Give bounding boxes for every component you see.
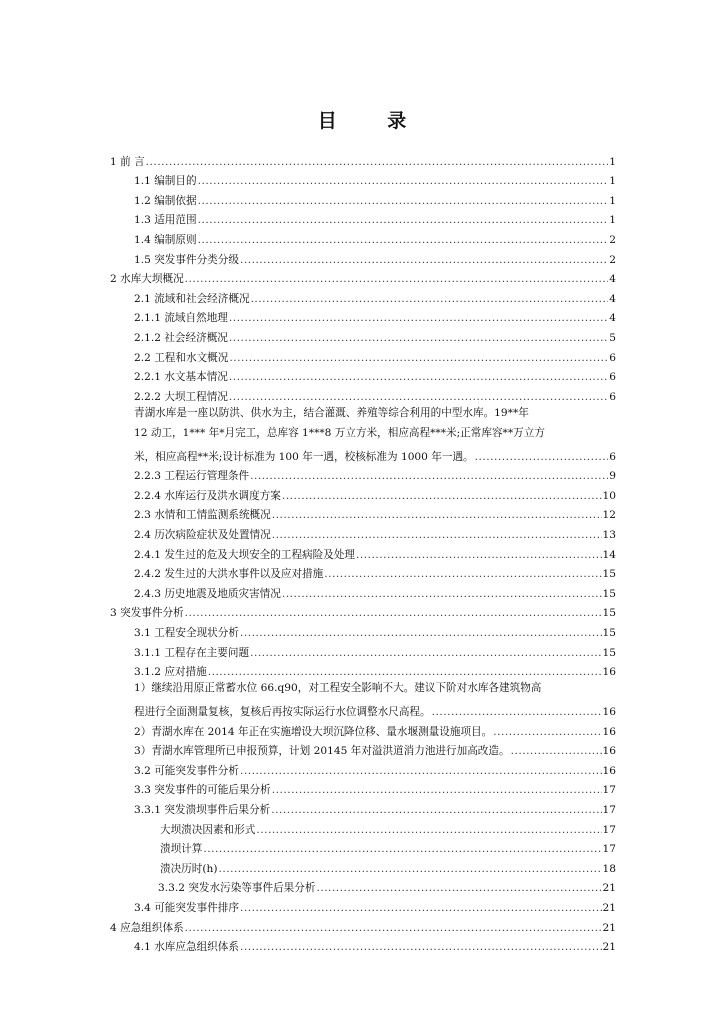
toc-label: 4 应急组织体系 [110,921,184,934]
toc-label: 1 前 言 [110,155,145,168]
toc-label: 3.4 可能突发事件排序 [134,901,239,914]
toc-page: 16 [602,706,616,718]
toc-label: 米，相应高程**米;设计标准为 100 年一遇，校核标准为 1000 年一遇。 [134,450,474,463]
toc-page: 1 [609,155,616,168]
toc-entry-2-2-3[interactable] [110,463,616,483]
toc-page: 12 [602,509,616,522]
toc-label: 1.5 突发事件分类分级 [134,253,239,266]
toc-label: 2.1.1 流域自然地理 [134,312,228,325]
toc-entry-1-2[interactable] [110,187,616,207]
toc-entry-2-1-2[interactable] [110,324,616,344]
toc-label: 2.2.2 大坝工程情况 [134,390,228,403]
toc-entry-1-4[interactable] [110,226,616,246]
toc-page: 13 [602,529,616,542]
toc-paragraph-line: 青湖水库是一座以防洪、供水为主，结合灌溉、养殖等综合利用的中型水库。19**年 [134,406,529,419]
toc-entry-2-2-1[interactable] [110,364,616,384]
toc-label: 1.4 编制原则 [134,233,197,246]
toc-label: 溃决历时(h) [160,862,218,875]
toc-entry-dam-break-factors[interactable] [110,816,616,836]
toc-label: 3）青湖水库管理所已申报预算，计划 20145 年对溢洪道消力池进行加高改造。 [134,745,510,758]
toc-page: 15 [602,568,616,581]
toc-entry-1-1[interactable] [110,168,616,188]
toc-paragraph-last-line [110,698,616,718]
toc-paragraph-line: 1）继续沿用原正常蓄水位 66.q90，对工程安全影响不大。建议下阶对水库各建筑物高 [134,682,542,695]
toc-page: 21 [602,941,616,954]
toc-label: 3.3.1 突发溃坝事件后果分析 [134,803,271,816]
toc-label: 2.2.4 水库运行及洪水调度方案 [134,489,281,502]
toc-entry-3-3-1[interactable] [110,796,616,816]
toc-page: 16 [602,764,616,777]
toc-entry-3-2[interactable] [110,757,616,777]
toc-label: 1.2 编制依据 [134,194,197,207]
toc-entry-measure-3[interactable] [110,738,616,758]
toc-entry-paragraph-measure-1[interactable] [110,678,616,718]
toc-label: 大坝溃决因素和形式 [160,823,256,836]
toc-entry-2-1[interactable] [110,285,616,305]
toc-page: 17 [602,784,616,797]
toc-label: 3.3.2 突发水污染等事件后果分析 [158,882,316,895]
toc-page: 15 [602,587,616,600]
toc-label: 3.2 可能突发事件分析 [134,764,239,777]
toc-page: 15 [602,627,616,640]
toc-label: 3 突发事件分析 [110,607,184,620]
toc-label: 2.1 流域和社会经济概况 [134,292,250,305]
toc-label: 3.1 工程安全现状分析 [134,627,239,640]
toc-page: 2 [609,233,616,246]
toc-entry-3-1[interactable] [110,619,616,639]
toc-page: 4 [609,292,616,305]
toc-entry-2-2[interactable] [110,344,616,364]
toc-page: 17 [602,803,616,816]
toc-page: 1 [609,214,616,227]
toc-label: 3.1.1 工程存在主要问题 [134,646,250,659]
toc-page: 2 [609,253,616,266]
toc-label: 2）青湖水库在 2014 年正在实施增设大坝沉降位移、量水堰测量设施项目。 [134,725,493,738]
toc-entry-2-3[interactable] [110,502,616,522]
toc-entry-2-4[interactable] [110,521,616,541]
toc-label: 4.1 水库应急组织体系 [134,941,239,954]
toc-label: 1.3 适用范围 [134,214,197,227]
toc-page: 17 [602,823,616,836]
toc-entry-1-5[interactable] [110,246,616,266]
toc-entry-3-3-2[interactable] [110,875,616,895]
toc-page: 6 [609,390,616,403]
toc-entry-3-4[interactable] [110,894,616,914]
toc-entry-2-4-1[interactable] [110,541,616,561]
toc-page: 9 [609,470,616,483]
toc-page: 6 [609,450,616,463]
toc-page: 4 [609,312,616,325]
toc-page: 6 [609,351,616,364]
toc-page: 17 [602,843,616,856]
toc-paragraph-line: 12 动工，1*** 年*月完工，总库容 1***8 万立方米，相应高程***米;正常库容**万立方 [134,426,545,439]
toc-label: 2.4.3 历史地震及地质灾害情况 [134,587,281,600]
toc-entry-2-1-1[interactable] [110,305,616,325]
toc-page: 4 [609,273,616,286]
toc-label: 2.3 水情和工情监测系统概况 [134,509,271,522]
toc-entry-2-4-3[interactable] [110,580,616,600]
toc-entry-2-2-2[interactable] [110,383,616,403]
toc-label: 2.2.3 工程运行管理条件 [134,470,250,483]
toc-label: 2 水库大坝概况 [110,273,184,286]
toc-entry-3-3[interactable] [110,777,616,797]
toc-entry-3[interactable] [110,600,616,620]
toc-page: 10 [602,489,616,502]
toc-page: 5 [609,331,616,344]
toc-label: 2.4.1 发生过的危及大坝安全的工程病险及处理 [134,548,356,561]
toc-entry-2-2-4[interactable] [110,482,616,502]
toc-entry-4[interactable] [110,914,616,934]
toc-page: 1 [609,194,616,207]
toc-entry-3-1-1[interactable] [110,639,616,659]
toc-page: 15 [602,646,616,659]
toc-entry-1-3[interactable] [110,207,616,227]
toc-label: 2.4 历次病险症状及处置情况 [134,529,271,542]
toc-label: 2.1.2 社会经济概况 [134,331,228,344]
toc-label: 3.3 突发事件的可能后果分析 [134,784,271,797]
toc-page: 14 [602,548,616,561]
toc-page: 21 [602,901,616,914]
toc-page: 18 [602,862,616,875]
toc-entry-4-1[interactable] [110,934,616,954]
toc-entry-dam-break-calc[interactable] [110,836,616,856]
toc-entry-dam-break-duration[interactable] [110,855,616,875]
toc-page: 15 [602,607,616,620]
toc-label: 1.1 编制目的 [134,175,197,188]
toc-entry-measure-2[interactable] [110,718,616,738]
toc-label: 溃坝计算 [160,843,203,856]
toc-entry-3-1-2[interactable] [110,659,616,679]
toc-label: 3.1.2 应对措施 [134,666,207,679]
toc-label: 2.2 工程和水文概况 [134,351,229,364]
toc-page: 16 [602,725,616,738]
toc-label: 2.4.2 发生过的大洪水事件以及应对措施 [134,568,324,581]
toc-page: 1 [609,175,616,188]
page-title: 目 录 [317,110,429,132]
toc-page: 16 [602,745,616,758]
toc-entry-2-4-2[interactable] [110,561,616,581]
toc-paragraph-last-line [110,443,616,463]
toc-page: 6 [609,371,616,384]
toc-entry-2[interactable] [110,266,616,286]
toc-page: 21 [602,921,616,934]
table-of-contents [110,148,616,953]
toc-page: 21 [602,882,616,895]
toc-label: 程进行全面测量复核，复核后再按实际运行水位调整水尺高程。 [134,706,431,718]
toc-label: 2.2.1 水文基本情况 [134,371,228,384]
toc-entry-paragraph-reservoir[interactable] [110,403,616,463]
toc-page: 16 [602,666,616,679]
toc-entry-1[interactable] [110,148,616,168]
